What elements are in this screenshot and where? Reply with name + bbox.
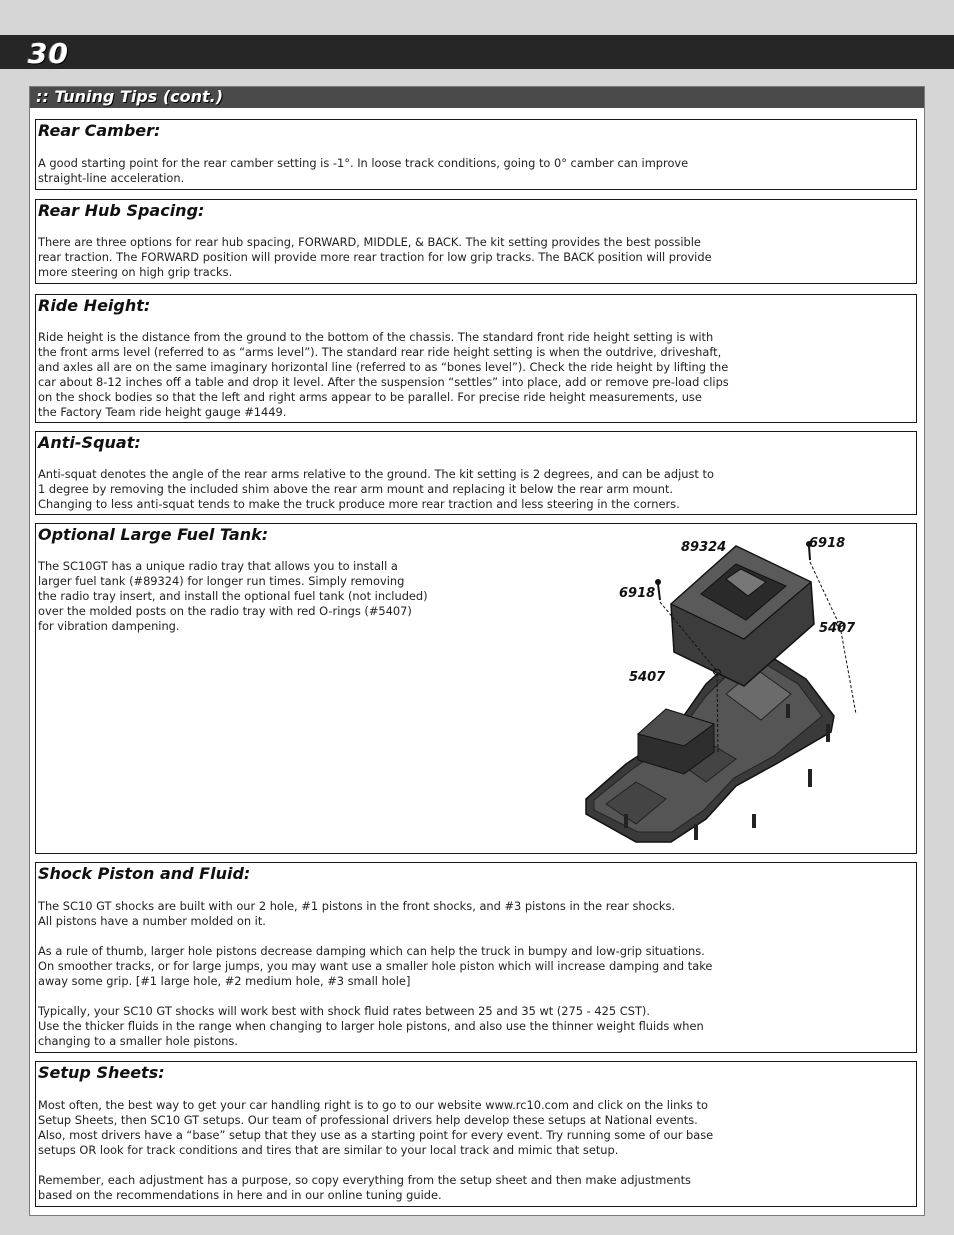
header-band — [0, 35, 954, 69]
anti-squat-title: Anti-Squat: — [38, 433, 141, 452]
ride-height-text: Ride height is the distance from the ground to the bottom of the chassis. The standard front ride height setting is with the front arms level (referred to as “arms level”). The standard rear ride height setting is when the outdrive, driveshaft, and axles all are on the same imaginary horizontal line (referred to as “bones level”). Check the ride height by lifting the car about 8-12 inches off a table and drop it level. After the suspension “settles” into place, add or remove pre-load clips on the shock bodies so that the left and right arms appear to be parallel. For precise ride height measurements, use the Factory Team ride height gauge #1449. — [38, 330, 729, 419]
shock-piston-title: Shock Piston and Fluid: — [38, 864, 251, 883]
rear-camber-title: Rear Camber: — [38, 121, 161, 140]
rear-camber-box — [35, 119, 917, 190]
fuel-tank-illustration — [576, 524, 916, 854]
setup-sheets-box — [35, 1061, 917, 1207]
label-5407-right: 5407 — [819, 621, 856, 636]
page-number: 30 — [28, 37, 69, 70]
anti-squat-text: Anti-squat denotes the angle of the rear arms relative to the ground. The kit setting is 2 degrees, and can be adjust to 1 degree by removing the included shim above the rear arm mount and replacing it below the rear arm mount. Changing to less anti-squat tends to make the truck produce more rear traction and less steering in the corners. — [38, 467, 714, 511]
section-title: :: Tuning Tips (cont.) — [36, 87, 224, 106]
label-6918-left: 6918 — [619, 586, 656, 601]
shock-piston-text: The SC10 GT shocks are built with our 2 hole, #1 pistons in the front shocks, and #3 pistons in the rear shocks. All pistons have a number molded on it. As a rule of thumb, larger hole pistons decrease damping which can help the truck in bumpy and low-grip situations. On smoother tracks, or for large jumps, you may want use a smaller hole piston which will increase damping and take away some grip. [#1 large hole, #2 medium hole, #3 small hole] Typically, your SC10 GT shocks will work best with shock fluid rates between 25 and 35 wt (275 - 425 CST). Use the thicker fluids in the range when changing to larger hole pistons, and also use the thinner weight fluids when changing to a smaller hole pistons. — [38, 899, 713, 1048]
setup-sheets-title: Setup Sheets: — [38, 1063, 165, 1082]
label-6918-right: 6918 — [809, 536, 846, 551]
anti-squat-box — [35, 431, 917, 515]
page-number-tab — [0, 35, 78, 69]
label-5407-left: 5407 — [629, 670, 666, 685]
tuning-tips-panel — [29, 86, 925, 1216]
section-title-bar — [30, 87, 924, 108]
rear-camber-text: A good starting point for the rear camber setting is -1°. In loose track conditions, going to 0° camber can improve straight-line acceleration. — [38, 156, 689, 185]
ride-height-box — [35, 294, 917, 423]
rear-hub-spacing-title: Rear Hub Spacing: — [38, 201, 205, 220]
fuel-tank-diagram — [576, 524, 916, 854]
fuel-tank-box — [35, 523, 917, 854]
fuel-tank-title: Optional Large Fuel Tank: — [38, 525, 269, 544]
label-89324: 89324 — [681, 540, 727, 555]
rear-hub-spacing-box — [35, 199, 917, 284]
rear-hub-spacing-text: There are three options for rear hub spacing, FORWARD, MIDDLE, & BACK. The kit setting provides the best possible rear traction. The FORWARD position will provide more rear traction for low grip tracks. The BACK position will provide more steering on high grip tracks. — [38, 235, 712, 279]
fuel-tank-text: The SC10GT has a unique radio tray that allows you to install a larger fuel tank (#89324) for longer run times. Simply removing the radio tray insert, and install the optional fuel tank (not included) over the molded posts on the radio tray with red O-rings (#5407) for vibration dampening. — [38, 559, 428, 633]
shock-piston-box — [35, 862, 917, 1053]
setup-sheets-text: Most often, the best way to get your car handling right is to go to our website www.rc10.com and click on the links to Setup Sheets, then SC10 GT setups. Our team of professional drivers help develop these setups at National events. Also, most drivers have a “base” setup that they use as a starting point for every event. Try running some of our base setups OR look for track conditions and tires that are similar to your local track and mimic that setup. Remember, each adjustment has a purpose, so copy everything from the setup sheet and then make adjustments based on the recommendations in here and in our online tuning guide. — [38, 1098, 714, 1202]
ride-height-title: Ride Height: — [38, 296, 151, 315]
